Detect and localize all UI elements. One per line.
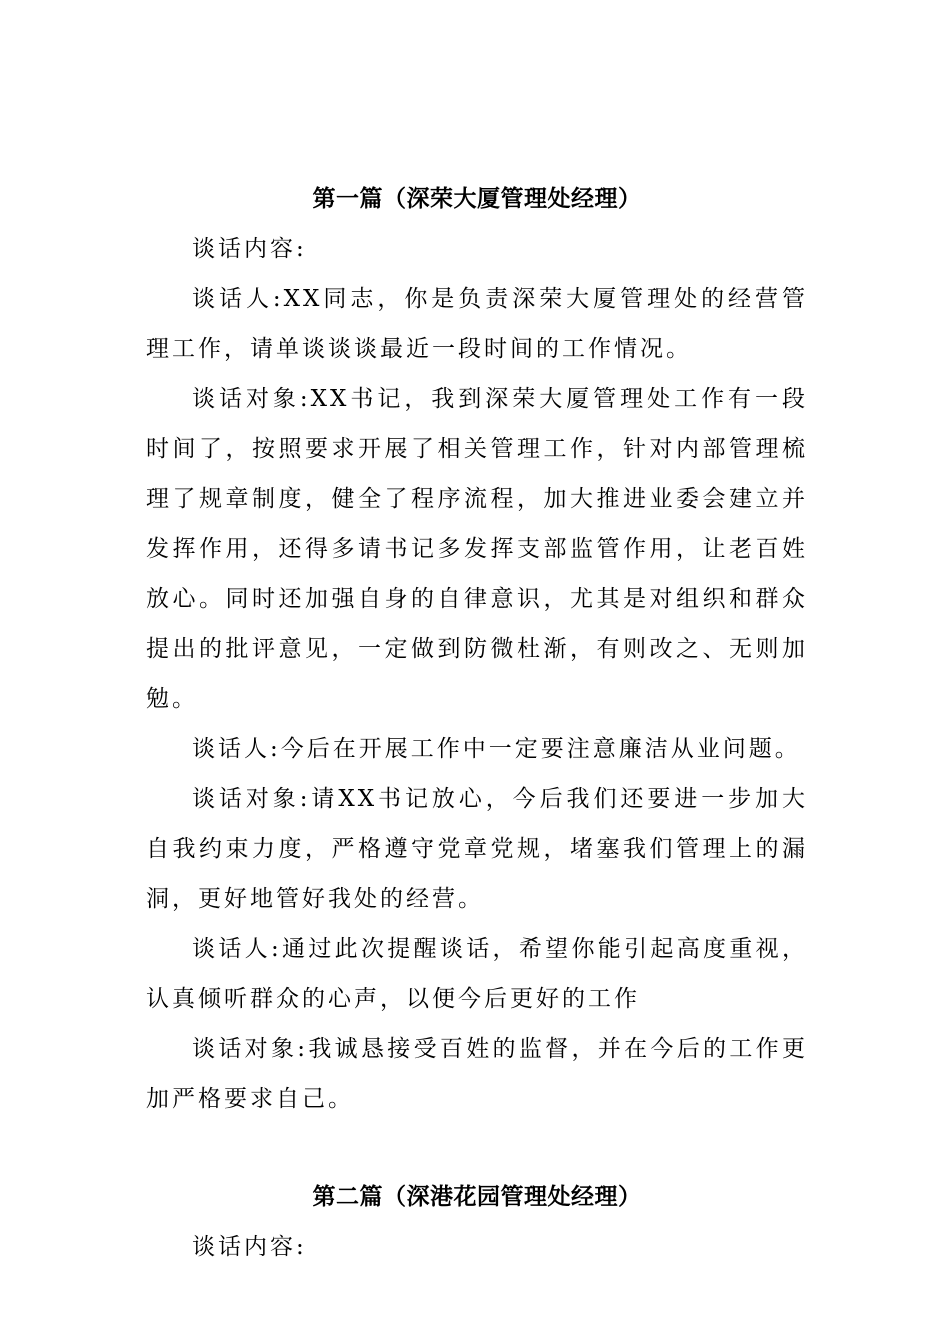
section-1-paragraph-6: 谈话人:通过此次提醒谈话，希望你能引起高度重视，认真倾听群众的心声，以便今后更好的工作 bbox=[146, 936, 808, 1012]
section-spacer bbox=[146, 1124, 808, 1172]
section-1-paragraph-2: 谈话人:XX同志，你是负责深荣大厦管理处的经营管理工作，请单谈谈谈最近一段时间的工作情况。 bbox=[146, 286, 808, 362]
section-2-paragraph-1: 谈话内容: bbox=[192, 1234, 307, 1260]
section-1-paragraph-4: 谈话人:今后在开展工作中一定要注意廉洁从业问题。 bbox=[192, 736, 801, 762]
document-page bbox=[146, 174, 808, 1272]
section-1-paragraph-7: 谈话对象:我诚恳接受百姓的监督，并在今后的工作更加严格要求自己。 bbox=[146, 1036, 808, 1112]
section-1-paragraph-5: 谈话对象:请XX书记放心，今后我们还要进一步加大自我约束力度，严格遵守党章党规，堵塞我们管理上的漏洞，更好地管好我处的经营。 bbox=[146, 786, 808, 912]
section-1-paragraph-3: 谈话对象:XX书记，我到深荣大厦管理处工作有一段时间了，按照要求开展了相关管理工作，针对内部管理梳理了规章制度，健全了程序流程，加大推进业委会建立并发挥作用，还得多请书记多发挥支部监管作用，让老百姓放心。同时还加强自身的自律意识，尤其是对组织和群众提出的批评意见，一定做到防微杜渐，有则改之、无则加勉。 bbox=[146, 386, 808, 712]
section-2-heading: 第二篇（深港花园管理处经理） bbox=[312, 1184, 642, 1210]
section-1-paragraph-1: 谈话内容: bbox=[192, 236, 307, 262]
section-1-heading: 第一篇（深荣大厦管理处经理） bbox=[312, 186, 642, 212]
